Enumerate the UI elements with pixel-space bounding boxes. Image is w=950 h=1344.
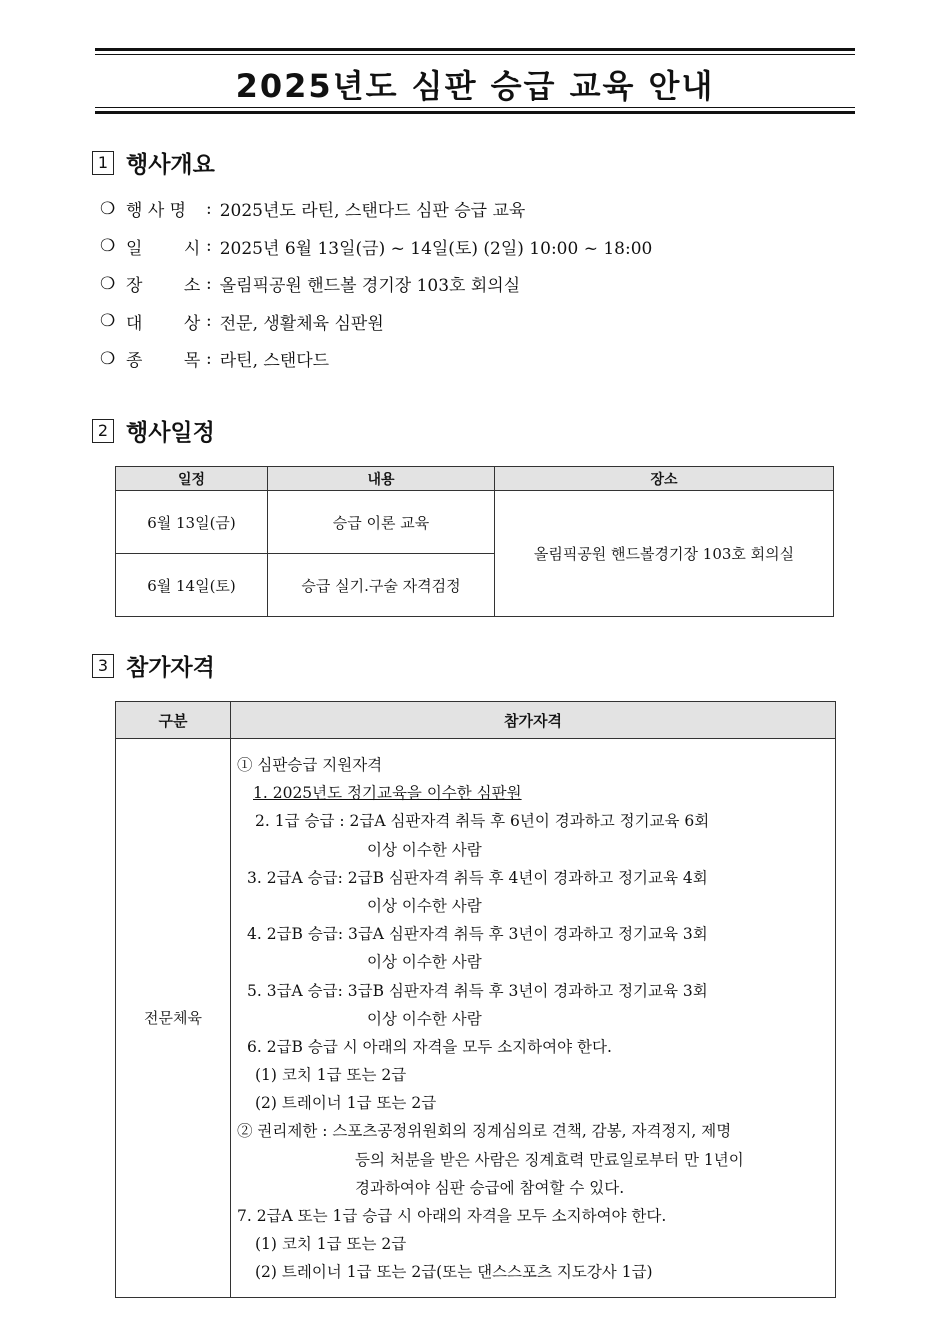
circle-bullet-icon: ❍ — [100, 348, 116, 369]
header-qualification: 참가자격 — [231, 702, 836, 739]
colon: : — [206, 198, 212, 219]
section-overview-heading — [92, 146, 215, 179]
circle-bullet-icon: ❍ — [100, 311, 116, 332]
colon: : — [206, 311, 212, 332]
qual-line: (2) 트레이너 1급 또는 2급 — [255, 1094, 437, 1113]
section-schedule-heading — [92, 414, 215, 447]
header-place: 장소 — [495, 467, 834, 491]
qual-line: 3. 2급A 승급: 2급B 심판자격 취득 후 4년이 경과하고 정기교육 4회 — [247, 868, 708, 887]
overview-value: 라틴, 스탠다드 — [219, 351, 330, 372]
qual-line: 이상 이수한 사람 — [367, 1009, 482, 1028]
qual-line: (1) 코치 1급 또는 2급 — [255, 1235, 407, 1254]
overview-item — [100, 340, 652, 378]
overview-label: 종 목 — [126, 351, 201, 372]
colon: : — [206, 273, 212, 294]
qual-line: 5. 3급A 승급: 3급B 심판자격 취득 후 3년이 경과하고 정기교육 3회 — [247, 981, 708, 1000]
section-number: 2 — [92, 419, 114, 443]
section-number: 1 — [92, 151, 114, 175]
header-date: 일정 — [116, 467, 268, 491]
qual-line: (1) 코치 1급 또는 2급 — [255, 1066, 407, 1085]
circle-bullet-icon: ❍ — [100, 273, 116, 294]
table-header-row — [116, 702, 836, 739]
section-title: 행사개요 — [126, 152, 215, 178]
circle-bullet-icon: ❍ — [100, 198, 116, 219]
qual-line: 이상 이수한 사람 — [367, 840, 482, 859]
circle-bullet-icon: ❍ — [100, 236, 116, 257]
qualification-table — [115, 701, 836, 1298]
qual-line: 4. 2급B 승급: 3급A 심판자격 취득 후 3년이 경과하고 정기교육 3회 — [247, 925, 708, 944]
table-header-row — [116, 467, 834, 491]
qual-line: 7. 2급A 또는 1급 승급 시 아래의 자격을 모두 소지하여야 한다. — [237, 1207, 667, 1225]
section-title: 참가자격 — [126, 655, 215, 681]
qual-line: ② 권리제한 : 스포츠공정위원회의 징계심의로 견책, 감봉, 자격정지, 제명 — [237, 1122, 732, 1141]
overview-item — [100, 190, 652, 228]
schedule-content: 승급 이론 교육 — [268, 491, 495, 554]
qual-line: ① 심판승급 지원자격 — [237, 756, 383, 774]
schedule-table — [115, 466, 834, 617]
schedule-content: 승급 실기.구술 자격검정 — [268, 554, 495, 617]
section-title: 행사일정 — [126, 420, 215, 446]
schedule-date: 6월 14일(토) — [116, 554, 268, 617]
overview-label: 대 상 — [126, 313, 201, 334]
qual-line: 이상 이수한 사람 — [367, 953, 482, 972]
overview-item — [100, 265, 652, 303]
overview-value: 올림픽공원 핸드볼 경기장 103호 회의실 — [219, 276, 521, 297]
qual-line: 6. 2급B 승급 시 아래의 자격을 모두 소지하여야 한다. — [247, 1037, 612, 1056]
section-number: 3 — [92, 654, 114, 678]
qual-line: 등의 처분을 받은 사람은 징계효력 만료일로부터 만 1년이 — [355, 1150, 744, 1169]
colon: : — [206, 236, 212, 257]
header-content: 내용 — [268, 467, 495, 491]
header-category: 구분 — [116, 702, 231, 739]
overview-list — [100, 190, 652, 378]
qual-line: 2. 1급 승급 : 2급A 심판자격 취득 후 6년이 경과하고 정기교육 6회 — [255, 812, 710, 831]
overview-value: 2025년 6월 13일(금) ~ 14일(토) (2일) 10:00 ~ 18:00 — [219, 238, 653, 259]
colon: : — [206, 348, 212, 369]
table-row — [116, 739, 836, 1298]
page-title: 2025년도 심판 승급 교육 안내 — [235, 67, 715, 105]
table-row — [116, 491, 834, 554]
qualification-content — [231, 739, 836, 1298]
qual-line: 이상 이수한 사람 — [367, 896, 482, 915]
section-qualification-heading — [92, 649, 215, 682]
title-box — [95, 48, 855, 114]
overview-item — [100, 303, 652, 341]
overview-label: 행 사 명 — [126, 201, 187, 222]
overview-item — [100, 228, 652, 266]
category-cell: 전문체육 — [116, 739, 231, 1298]
overview-label: 장 소 — [126, 276, 201, 297]
overview-value: 2025년도 라틴, 스탠다드 심판 승급 교육 — [219, 201, 526, 222]
overview-label: 일 시 — [126, 238, 201, 259]
overview-value: 전문, 생활체육 심판원 — [219, 313, 384, 334]
qual-line: (2) 트레이너 1급 또는 2급(또는 댄스스포츠 지도강사 1급) — [255, 1263, 653, 1282]
schedule-date: 6월 13일(금) — [116, 491, 268, 554]
qual-line-underlined: 1. 2025년도 정기교육을 이수한 심판원 — [253, 784, 522, 803]
qual-line: 경과하여야 심판 승급에 참여할 수 있다. — [355, 1178, 625, 1197]
schedule-place: 올림픽공원 핸드볼경기장 103호 회의실 — [495, 491, 834, 617]
